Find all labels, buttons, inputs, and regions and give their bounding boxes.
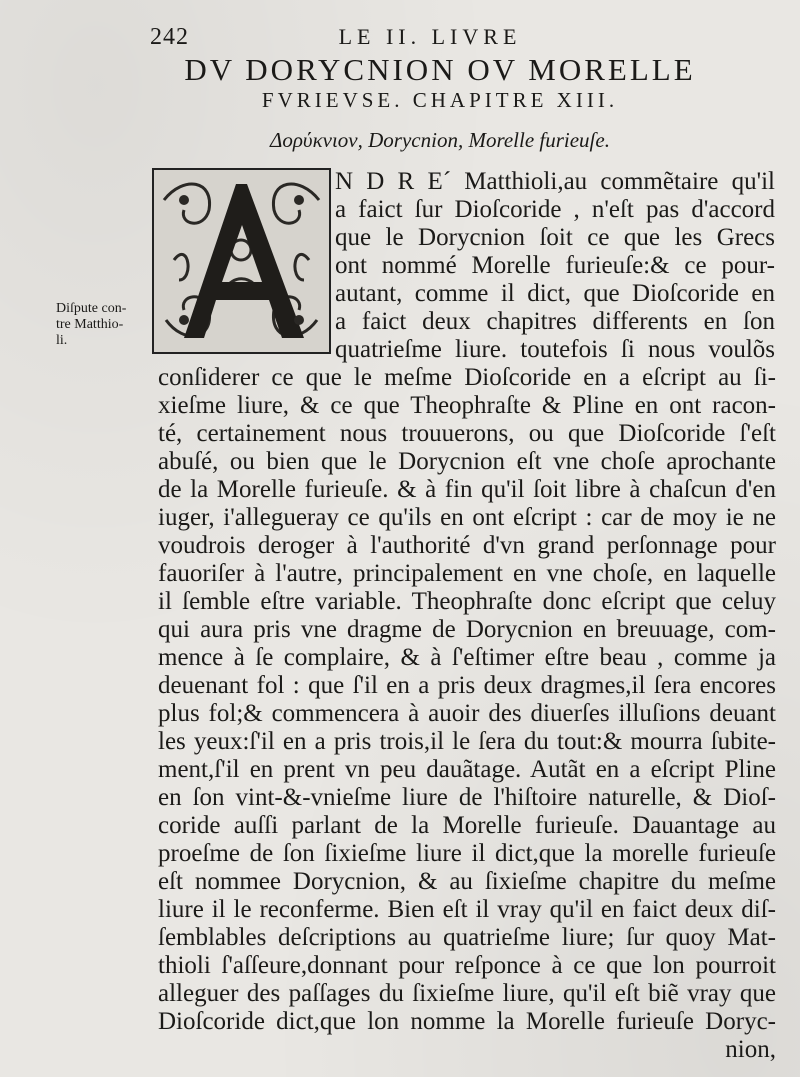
body-line: a faict ſur Dioſcoride , n'eſt pas d'accord — [335, 196, 775, 223]
chapter-title-line-1: DV DORYCNION OV MORELLE — [184, 52, 696, 87]
body-line: fauoriſer à l'autre, principalement en vne choſe, en laquelle — [158, 560, 776, 587]
page-number: 242 — [150, 24, 189, 50]
body-line: liure il le reconferme. Bien eſt il vray qu'il en faict deux diſ- — [158, 896, 776, 923]
running-head: LE II. LIVRE — [338, 24, 522, 49]
body-line: alleguer des paſſages du ſixieſme liure, qu'il eſt biẽ vray que — [158, 980, 776, 1007]
body-line: voudrois deroger à l'authorité d'vn grand perſonnage pour — [158, 532, 776, 559]
body-line: thioli ſ'aſſeure,donnant pour reſponce à ce que lon pourroit — [158, 952, 776, 979]
body-line: en ſon vint-&-vnieſme liure de l'hiſtoire naturelle, & Dioſ- — [158, 784, 776, 811]
body-line: coride auſſi parlant de la Morelle furieuſe. Dauantage au — [158, 812, 776, 839]
body-line: de la Morelle furieuſe. & à fin qu'il ſoit libre à chaſcun d'en — [158, 476, 776, 503]
catchword: nion, — [725, 1036, 776, 1063]
body-line: les yeux:ſ'il en a pris trois,il le ſera du tout:& mourra ſubite- — [158, 728, 776, 755]
body-line: conſiderer ce que le meſme Dioſcoride en a eſcript au ſi- — [158, 364, 776, 391]
margin-note-line: tre Matthio- — [56, 317, 124, 332]
body-line: ſemblables deſcriptions au quatrieſme liure; ſur quoy Mat- — [158, 924, 776, 951]
body-line: xieſme liure, & ce que Theophraſte & Pline en ont racon- — [158, 392, 776, 419]
body-line: qui aura pris vne dragme de Dorycnion en breuuage, com- — [158, 616, 776, 643]
body-line: autant, comme il dict, que Dioſcoride en — [335, 280, 775, 307]
body-line: Dioſcoride dict,que lon nomme la Morelle furieuſe Doryc- — [158, 1008, 776, 1035]
body-line: eſt nommee Dorycnion, & au ſixieſme chapitre du meſme — [158, 868, 776, 895]
plant-names: Δορύκνιον, Dorycnion, Morelle furieuſe. — [270, 128, 610, 152]
body-line: ment,ſ'il en prent vn peu dauãtage. Autãt en a eſcript Pline — [158, 756, 776, 783]
body-line: iuger, i'allegueray ce qu'ils en ont eſcript : car de moy ie ne — [158, 504, 776, 531]
body-line: abuſé, ou bien que le Dorycnion eſt vne choſe aprochante — [158, 448, 776, 475]
chapter-title-line-2: FVRIEVSE. CHAPITRE XIII. — [261, 88, 619, 112]
body-line: plus fol;& commencera à auoir des diuerſes illuſions deuant — [158, 700, 776, 727]
body-line: N D R E´ Matthioli,au commẽtaire qu'il — [335, 168, 775, 195]
body-line: deuenant fol : que ſ'il en a pris deux dragmes,il ſera encores — [158, 672, 776, 699]
body-line: que le Dorycnion ſoit ce que les Grecs — [335, 224, 775, 251]
body-line: quatrieſme liure. toutefois ſi nous voulõs — [335, 336, 775, 363]
margin-note-line: li. — [56, 333, 68, 348]
body-line: proeſme de ſon ſixieſme liure il dict,que la morelle furieuſe — [158, 840, 776, 867]
body-line: a faict deux chapitres differents en ſon — [335, 308, 775, 335]
margin-note-line: Diſpute con- — [56, 301, 127, 316]
body-line: il ſemble eſtre variable. Theophraſte donc eſcript que celuy — [158, 588, 776, 615]
body-line: mence à ſe complaire, & à ſ'eſtimer eſtre beau , comme ja — [158, 644, 776, 671]
body-line: ont nommé Morelle furieuſe:& ce pour- — [335, 252, 775, 279]
body-line: té, certainement nous trouuerons, ou que Dioſcoride ſ'eſt — [158, 420, 776, 447]
